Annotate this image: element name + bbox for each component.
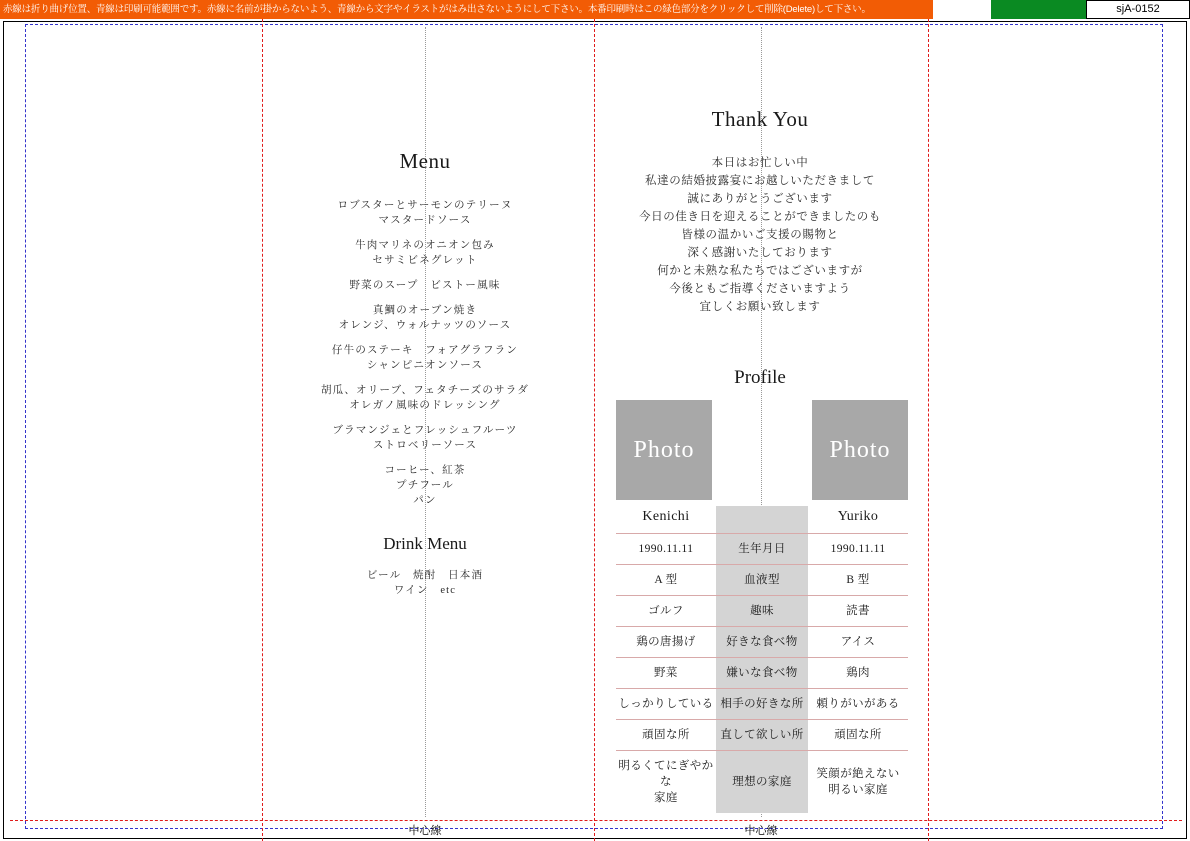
profile-value-left: 頑固な所 [616, 720, 716, 751]
thankyou-line: 何かと未熟な私たちではございますが [657, 265, 863, 277]
profile-value-left: 1990.11.11 [616, 534, 716, 565]
menu-item-line: シャンピニオンソース [366, 360, 484, 371]
profile-row-label: 理想の家庭 [716, 751, 808, 814]
menu-item-line: コーヒー、紅茶 [384, 465, 466, 476]
profile-value-right: 1990.11.11 [808, 534, 908, 565]
profile-title: Profile [734, 367, 786, 388]
fold-guide-right [928, 19, 929, 841]
menu-item-line: パン [413, 495, 437, 506]
menu-item-line: 真鯛のオーブン焼き [372, 305, 478, 316]
profile-row-label: 直して欲しい所 [716, 720, 808, 751]
profile-value-right: 鶏肉 [808, 658, 908, 689]
profile-name-spacer [716, 506, 808, 534]
menu-item-line: マスタードソース [378, 215, 472, 226]
menu-item-line: オレガノ風味のドレッシング [349, 400, 501, 411]
menu-title: Menu [399, 149, 451, 173]
menu-item-line: セサミビネグレット [372, 255, 478, 266]
thankyou-line: 本日はお忙しい中 [711, 157, 809, 169]
center-line-label-right: 中心線 [744, 825, 778, 837]
profile-name-left: Kenichi [616, 506, 716, 534]
thankyou-panel [600, 107, 920, 316]
profile-row-label: 生年月日 [716, 534, 808, 565]
profile-row [616, 627, 908, 658]
menu-item-list [270, 198, 580, 508]
profile-row [616, 689, 908, 720]
photo-placeholder-right[interactable]: Photo [812, 400, 908, 500]
profile-value-left: 明るくてにぎやかな 家庭 [618, 760, 714, 804]
template-code: sjA-0152 [1086, 0, 1190, 19]
fold-guide-bottom [10, 820, 1182, 821]
profile-value-left: 野菜 [616, 658, 716, 689]
profile-value-left: ゴルフ [616, 596, 716, 627]
menu-item-line: 牛肉マリネのオニオン包み [355, 240, 495, 251]
profile-row [616, 596, 908, 627]
profile-row [616, 565, 908, 596]
warning-text: 赤線は折り曲げ位置、青線は印刷可能範囲です。赤線に名前が掛からないよう、青線から文字やイラストがはみ出さないようにして下さい。本番印刷時はこの緑色部分をクリックして削除(Delete)して下さい。 [0, 0, 933, 19]
profile-value-left: 鶏の唐揚げ [616, 627, 716, 658]
profile-name-right: Yuriko [808, 506, 908, 534]
profile-value-right: 頑固な所 [808, 720, 908, 751]
center-line-label-left: 中心線 [408, 825, 442, 837]
thankyou-line: 誠にありがとうございます [687, 193, 833, 205]
menu-item-line: ロブスターとサーモンのテリーヌ [337, 200, 513, 211]
profile-value-right: 読書 [808, 596, 908, 627]
thankyou-line: 宜しくお願い致します [699, 301, 821, 313]
photo-placeholder-left[interactable]: Photo [616, 400, 712, 500]
menu-item-line: 胡瓜、オリーブ、フェタチーズのサラダ [320, 385, 530, 396]
profile-row-label: 趣味 [716, 596, 808, 627]
menu-item-line: ブラマンジェとフレッシュフルーツ [332, 425, 518, 436]
menu-item-line: 仔牛のステーキ フォアグラフラン [331, 345, 519, 356]
profile-value-right: 頼りがいがある [808, 689, 908, 720]
thankyou-title: Thank You [711, 107, 809, 131]
profile-row [616, 751, 908, 814]
profile-row [616, 658, 908, 689]
profile-value-right: 笑顔が絶えない 明るい家庭 [816, 768, 900, 796]
menu-item-line: プチフール [396, 480, 454, 491]
fold-guide-left [262, 19, 263, 841]
profile-row [616, 534, 908, 565]
menu-item [270, 278, 580, 293]
profile-table [616, 506, 908, 813]
menu-item [270, 463, 580, 508]
thankyou-line: 私達の結婚披露宴にお越しいただきまして [645, 175, 875, 187]
profile-row-label: 嫌いな食べ物 [716, 658, 808, 689]
menu-item [270, 198, 580, 228]
removable-green-block[interactable] [991, 0, 1086, 19]
menu-item [270, 423, 580, 453]
profile-name-row [616, 506, 908, 534]
drink-menu-line: ビール 焼酎 日本酒 [366, 570, 484, 581]
thankyou-line: 今後ともご指導くださいますよう [669, 283, 851, 295]
thankyou-line: 皆様の温かいご支援の賜物と [681, 229, 839, 241]
thankyou-message [600, 154, 920, 316]
profile-row-label: 好きな食べ物 [716, 627, 808, 658]
menu-panel [270, 149, 580, 598]
menu-item-line: オレンジ、ウォルナッツのソース [338, 320, 512, 331]
template-warning-bar [0, 0, 1190, 19]
profile-value-left: A 型 [616, 565, 716, 596]
drink-menu-line: ワイン etc [393, 585, 457, 596]
profile-value-right: アイス [808, 627, 908, 658]
profile-value-right: B 型 [808, 565, 908, 596]
menu-item [270, 238, 580, 268]
menu-item [270, 383, 580, 413]
topbar-spacer [933, 0, 991, 19]
drink-menu-list [270, 568, 580, 598]
menu-item-line: ストロベリーソース [372, 440, 478, 451]
menu-item-line: 野菜のスープ ビストー風味 [349, 280, 501, 291]
print-sheet [0, 19, 1190, 841]
fold-guide-center [594, 19, 595, 841]
thankyou-line: 今日の佳き日を迎えることができましたのも [639, 211, 881, 223]
profile-row-label: 相手の好きな所 [716, 689, 808, 720]
profile-value-left: しっかりしている [616, 689, 716, 720]
menu-item [270, 343, 580, 373]
menu-item [270, 303, 580, 333]
thankyou-line: 深く感謝いたしております [687, 247, 833, 259]
profile-row [616, 720, 908, 751]
profile-row-label: 血液型 [716, 565, 808, 596]
drink-menu-title: Drink Menu [383, 534, 467, 553]
